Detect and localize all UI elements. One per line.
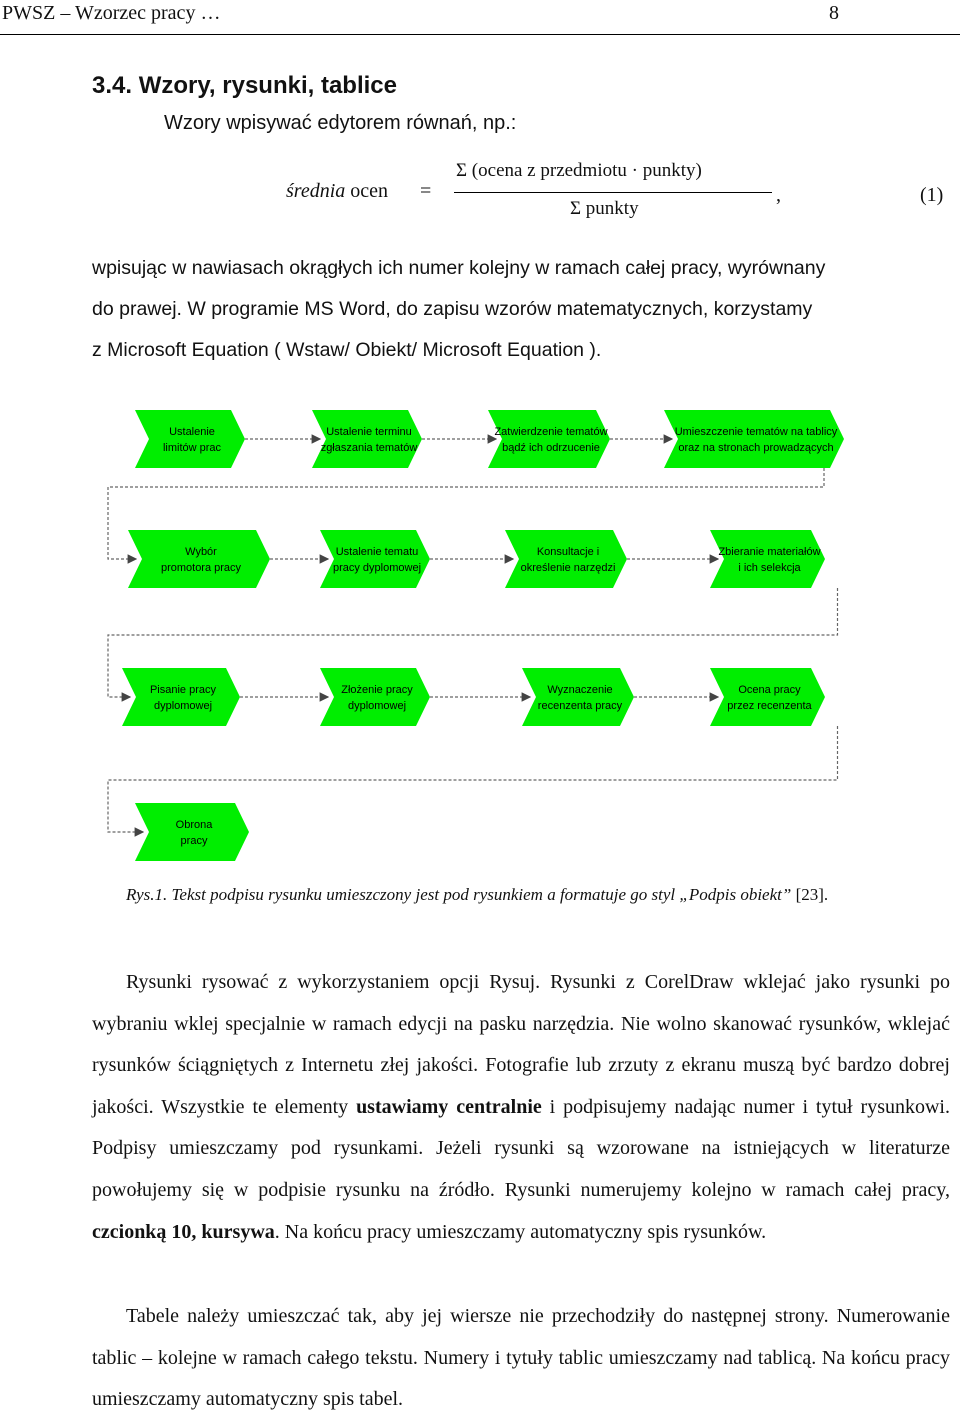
process-step bbox=[320, 668, 430, 726]
step-label: Wyznaczenie bbox=[547, 684, 613, 696]
paragraph-text: i podpisujemy nadając numer i tytuł rysunkowi. Podpisy umieszczamy pod rysunkami. Jeżeli rysunki są wzorowane na istniejących w literaturze powołujemy się w podpisie rysunku na źródło. Rysunki numerujemy kolejno w ramach całej pracy, bbox=[92, 1095, 950, 1201]
process-step bbox=[710, 668, 825, 726]
caption-ref: [23]. bbox=[795, 885, 829, 904]
step-label: Ustalenie bbox=[169, 426, 215, 438]
chevron-shape bbox=[122, 668, 240, 726]
step-label: pracy dyplomowej bbox=[332, 562, 422, 574]
equation-lhs-italic: średnia bbox=[286, 180, 346, 202]
step-label: bądź ich odrzucenie bbox=[502, 442, 600, 454]
equation-lhs bbox=[286, 180, 388, 203]
arrows bbox=[108, 439, 838, 832]
paragraph-line: do prawej. W programie MS Word, do zapisu wzorów matematycznych, korzystamy bbox=[92, 298, 813, 320]
paragraph-line: z Microsoft Equation ( Wstaw/ Obiekt/ Microsoft Equation ). bbox=[92, 339, 602, 361]
chevron-shape bbox=[488, 410, 610, 468]
process-step bbox=[522, 668, 634, 726]
equation bbox=[0, 158, 960, 230]
chevron-shape bbox=[320, 530, 430, 588]
equation-denominator: Σ punkty bbox=[570, 198, 639, 219]
step-label: Złożenie pracy bbox=[341, 684, 413, 696]
process-step bbox=[505, 530, 627, 588]
process-step bbox=[135, 410, 245, 468]
equation-numerator: Σ (ocena z przedmiotu · punkty) bbox=[456, 160, 702, 181]
step-label: dyplomowej bbox=[153, 700, 213, 712]
equation-lhs-rest: ocen bbox=[350, 180, 389, 202]
figure-caption bbox=[126, 885, 828, 905]
step-label: Wybór bbox=[185, 546, 217, 558]
paragraph-text: . Na końcu pracy umieszczamy automatyczny spis rysunków. bbox=[274, 1220, 767, 1243]
equation-equals: = bbox=[420, 180, 432, 202]
paragraph-equation-info bbox=[92, 248, 950, 371]
process-step bbox=[135, 803, 249, 861]
step-label: oraz na stronach prowadzących bbox=[678, 442, 834, 454]
step-label: i ich selekcja bbox=[738, 562, 801, 574]
step-label: Konsultacje i bbox=[536, 546, 600, 558]
paragraph-text: Rysunki rysować z wykorzystaniem opcji Rysuj. Rysunki z CorelDraw wklejać jako rysunki po wybraniu wklej specjalnie w ramach edycji na pasku narzędzia. Nie wolno skanować rysunków, wklejać rysunków ściągniętych z Internetu złej jakości. Fotografie lub zrzuty z ekranu muszą być bardzo dobrej jakości. Wszystkie te elementy bbox=[92, 971, 950, 1118]
step-label: Ocena pracy bbox=[738, 684, 801, 696]
step-label: określenie narzędzi bbox=[520, 562, 616, 574]
process-step bbox=[320, 530, 430, 588]
process-step bbox=[122, 668, 240, 726]
step-label: recenzenta pracy bbox=[537, 700, 623, 712]
process-step bbox=[488, 410, 610, 468]
chevron-shape bbox=[312, 410, 422, 468]
step-label: pracy bbox=[180, 835, 208, 847]
step-label: Zbieranie materiałów bbox=[718, 546, 821, 558]
intro-text: Wzory wpisywać edytorem równań, np.: bbox=[164, 112, 517, 134]
chevron-shape bbox=[522, 668, 634, 726]
chevron-shape bbox=[135, 410, 245, 468]
bold-text: ustawiamy centralnie bbox=[356, 1095, 542, 1118]
step-label: dyplomowej bbox=[347, 700, 407, 712]
paragraph-tables: Tabele należy umieszczać tak, aby jej wiersze nie przechodziły do następnej strony. Numerowanie tablic – kolejne w ramach całego tekstu. Numery i tytuły tablic umieszczamy nad tablicą. Na końcu pracy umieszczamy automatyczny spis tabel. bbox=[92, 1305, 950, 1411]
process-step bbox=[312, 410, 422, 468]
step-label: przez recenzenta bbox=[727, 700, 812, 712]
chevron-shape bbox=[664, 410, 844, 468]
step-label: Umieszczenie tematów na tablicy bbox=[674, 426, 838, 438]
chevron-shape bbox=[505, 530, 627, 588]
header-rule bbox=[0, 34, 960, 35]
page-number: 8 bbox=[829, 2, 839, 24]
process-step bbox=[710, 530, 825, 588]
process-diagram bbox=[0, 395, 960, 875]
header-title: PWSZ – Wzorzec pracy … bbox=[2, 2, 221, 24]
caption-prefix: Rys.1. bbox=[126, 885, 168, 904]
section-heading: 3.4. Wzory, rysunki, tablice bbox=[92, 72, 397, 99]
step-label: Obrona bbox=[175, 819, 213, 831]
step-label: Ustalenie tematu bbox=[335, 546, 419, 558]
caption-text: Tekst podpisu rysunku umieszczony jest pod rysunkiem a formatuje go styl „Podpis obiekt” bbox=[171, 885, 792, 904]
chevron-shape bbox=[710, 668, 825, 726]
paragraph-line: wpisując w nawiasach okrągłych ich numer kolejny w ramach całej pracy, wyrównany bbox=[92, 257, 826, 279]
step-label: Zatwierdzenie tematów bbox=[494, 426, 608, 438]
chevron-shape bbox=[320, 668, 430, 726]
chevron-shape bbox=[128, 530, 270, 588]
chevron-shape bbox=[135, 803, 249, 861]
step-label: Pisanie pracy bbox=[149, 684, 217, 696]
step-label: Ustalenie terminu bbox=[326, 426, 412, 438]
process-step bbox=[128, 530, 270, 588]
chevron-shape bbox=[710, 530, 825, 588]
step-label: promotora pracy bbox=[160, 562, 242, 574]
equation-comma: , bbox=[776, 184, 781, 206]
bold-text: czcionką 10, kursywa bbox=[92, 1220, 275, 1243]
process-diagram-svg bbox=[0, 395, 960, 875]
step-label: zgłaszania tematów bbox=[320, 442, 418, 454]
process-step bbox=[664, 410, 844, 468]
paragraph-drawings bbox=[92, 962, 950, 1253]
fraction-bar bbox=[454, 192, 772, 193]
step-label: limitów prac bbox=[162, 442, 222, 454]
equation-number: (1) bbox=[920, 184, 944, 206]
page-header bbox=[0, 0, 960, 34]
